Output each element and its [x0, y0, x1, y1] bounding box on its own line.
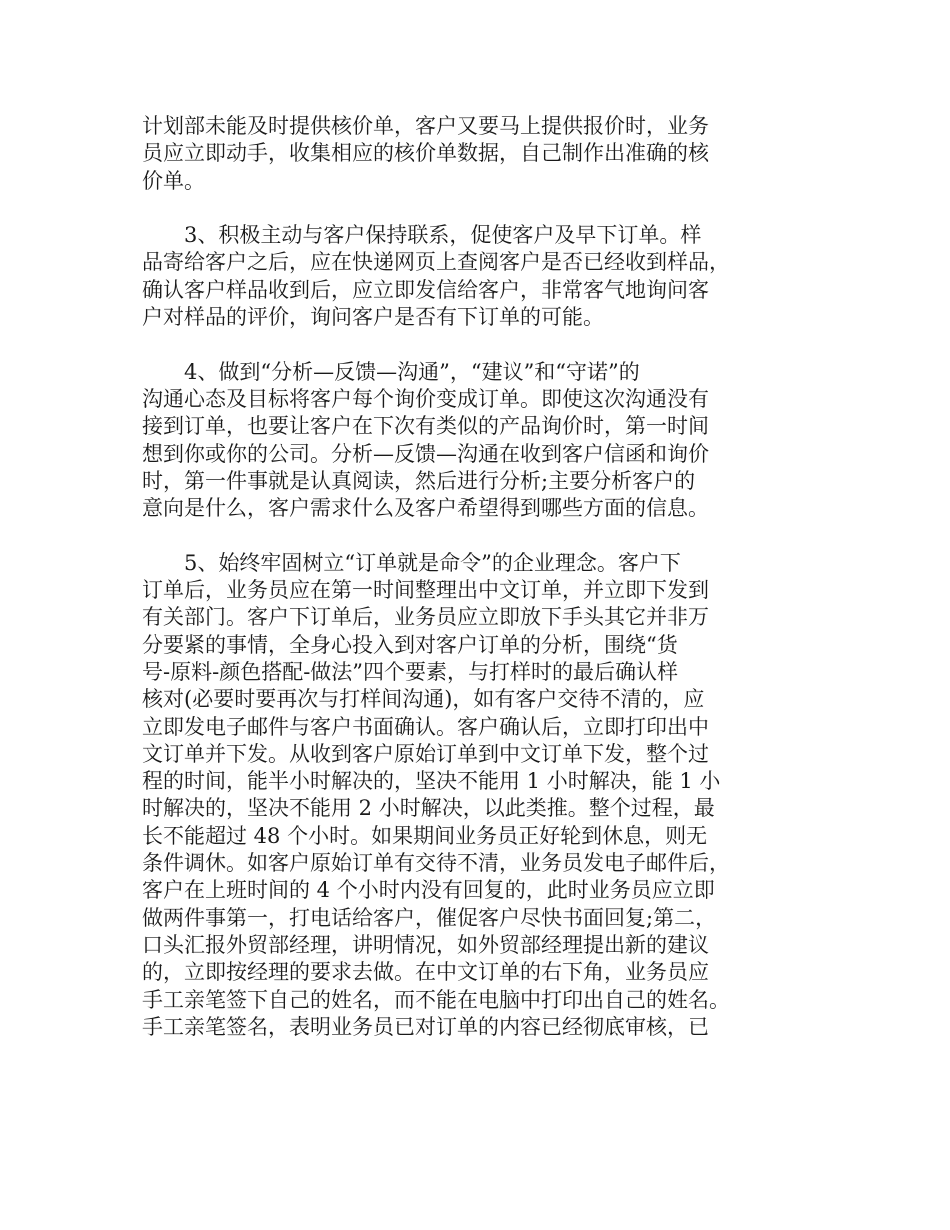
paragraph-3-customer-contact: 3、积极主动与客户保持联系，促使客户及早下订单。样 品寄给客户之后，应在快递网页上查阅客户是否已经收到样品， 确认客户样品收到后，应立即发信给客户，非常客气地询问客 户对样品的评价，询问客户是否有下订单的可能。 [142, 223, 730, 330]
paragraph-continued: 计划部未能及时提供核价单，客户又要马上提供报价时，业务 员应立即动手，收集相应的核价单数据，自己制作出准确的核 价单。 [142, 114, 709, 193]
paragraph-4-analysis-feedback: 4、做到“分析—反馈—沟通”，“建议”和“守诺”的 沟通心态及目标将客户每个询价变成订单。即使这次沟通没有 接到订单，也要让客户在下次有类似的产品询价时，第一时间 想到你或你的公司。分析—反馈—沟通在收到客户信函和询价 时，第一件事就是认真阅读，然后进行分析;主要分析客户的 意向是什么，客户需求什么及客户希望得到哪些方面的信息。 [142, 359, 709, 521]
paragraph-5-order-is-command: 5、始终牢固树立“订单就是命令”的企业理念。客户下 订单后，业务员应在第一时间整理出中文订单，并立即下发到 有关部门。客户下订单后，业务员应立即放下手头其它并非万 分要紧的事情，全身心投入到对客户订单的分析，围绕“货 号-原料-颜色搭配-做法”四个要素，与打样时的最后确认样 核对(必要时要再次与打样间沟通)，如有客户交待不清的，应 立即发电子邮件与客户书面确认。客户确认后，立即打印出中 文订单并下发。从收到客户原始订单到中文订单下发，整个过 程的时间，能半小时解决的，坚决不能用 1 小时解决，能 1 小 时解决的，坚决不能用 2 小时解决，以此类推。整个过程，最 长不能超过 48 个小时。如果期间业务员正好轮到休息，则无 条件调休。如客户原始订单有交待不清，业务员发电子邮件后， 客户在上班时间的 4 个小时内没有回复的，此时业务员应立即 做两件事第一，打电话给客户，催促客户尽快书面回复;第二， 口头汇报外贸部经理，讲明情况，如外贸部经理提出新的建议 的，立即按经理的要求去做。在中文订单的右下角，业务员应 手工亲笔签下自己的姓名，而不能在电脑中打印出自己的姓名。 手工亲笔签名，表明业务员已对订单的内容已经彻底审核，已 [142, 550, 730, 1039]
document-page [142, 113, 826, 1041]
